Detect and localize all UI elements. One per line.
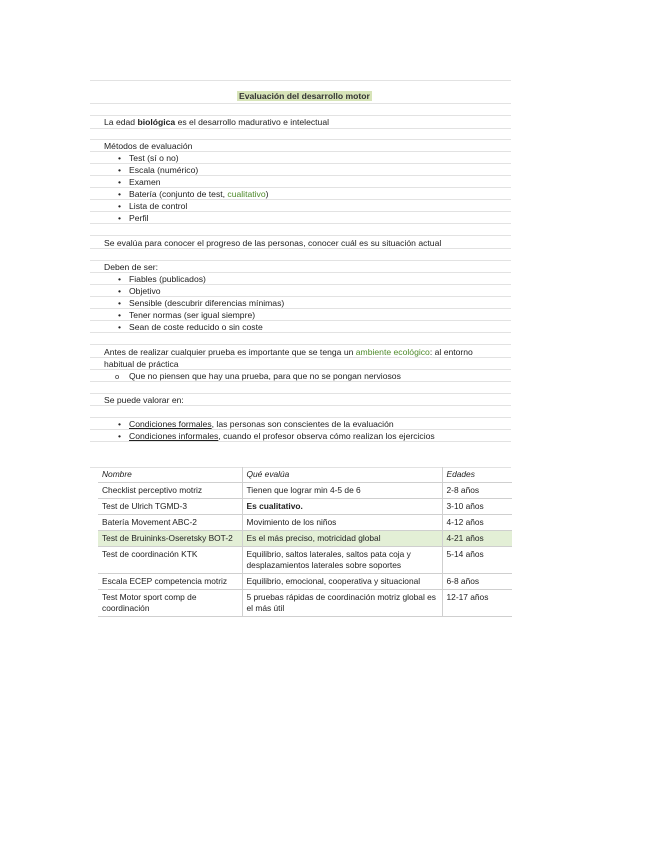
methods-item-green: cualitativo bbox=[227, 189, 266, 199]
must-be-item: Fiables (publicados) bbox=[129, 274, 206, 284]
before-sub: Que no piensen que hay una prueba, para que no se pongan nerviosos bbox=[129, 371, 401, 381]
rule-line bbox=[90, 235, 511, 236]
rule-line bbox=[90, 128, 511, 129]
page-title bbox=[237, 91, 372, 102]
methods-item bbox=[129, 189, 269, 200]
table-row bbox=[98, 590, 512, 617]
cell-name: Batería Movement ABC-2 bbox=[98, 515, 242, 531]
conditions-item-term: Condiciones formales bbox=[129, 419, 212, 429]
methods-item-post: ) bbox=[265, 189, 269, 199]
cell-name: Test de coordinación KTK bbox=[98, 547, 242, 574]
cell-ages: 5-14 años bbox=[442, 547, 512, 574]
cell-ages: 12-17 años bbox=[442, 590, 512, 617]
before-pre: Antes de realizar cualquier prueba es importante que se tenga un bbox=[104, 347, 356, 357]
before-line bbox=[104, 347, 473, 358]
intro-post: es el desarrollo madurativo e intelectual bbox=[175, 117, 330, 127]
bullet-icon: • bbox=[118, 431, 122, 441]
cell-name: Test Motor sport comp de coordinación bbox=[98, 590, 242, 617]
bullet-icon: • bbox=[118, 286, 122, 296]
must-be-item: Sensible (descubrir diferencias mínimas) bbox=[129, 298, 285, 308]
bullet-icon: • bbox=[118, 189, 122, 199]
methods-item: Escala (numérico) bbox=[129, 165, 199, 175]
cell-name: Test de Bruininks-Oseretsky BOT-2 bbox=[98, 531, 242, 547]
bullet-icon: • bbox=[118, 274, 122, 284]
cell-ages: 3-10 años bbox=[442, 499, 512, 515]
methods-heading: Métodos de evaluación bbox=[104, 141, 193, 151]
cell-what: Tienen que lograr min 4-5 de 6 bbox=[242, 483, 442, 499]
cell-what: 5 pruebas rápidas de coordinación motriz global es el más útil bbox=[242, 590, 442, 617]
conditions-item bbox=[129, 419, 394, 430]
conditions-item-desc: , las personas son conscientes de la evaluación bbox=[211, 419, 394, 429]
table-row bbox=[98, 547, 512, 574]
must-be-item: Objetivo bbox=[129, 286, 161, 296]
header-name: Nombre bbox=[98, 467, 242, 483]
header-what: Qué evalúa bbox=[242, 467, 442, 483]
methods-item: Perfil bbox=[129, 213, 149, 223]
table-row bbox=[98, 483, 512, 499]
purpose-line: Se evalúa para conocer el progreso de las personas, conocer cuál es su situación actual bbox=[104, 238, 442, 248]
bullet-icon: • bbox=[118, 310, 122, 320]
header-ages: Edades bbox=[442, 467, 512, 483]
methods-item: Test (sí o no) bbox=[129, 153, 179, 163]
methods-item: Examen bbox=[129, 177, 161, 187]
table-header-row bbox=[98, 467, 512, 483]
table-row bbox=[98, 499, 512, 515]
cell-what: Es el más preciso, motricidad global bbox=[242, 531, 442, 547]
before-green: ambiente ecológico bbox=[355, 347, 430, 357]
cell-name: Escala ECEP competencia motriz bbox=[98, 574, 242, 590]
rule-line bbox=[90, 103, 511, 104]
cell-what: Movimiento de los niños bbox=[242, 515, 442, 531]
intro-bold: biológica bbox=[137, 117, 176, 127]
cell-ages: 4-12 años bbox=[442, 515, 512, 531]
intro-pre: La edad bbox=[104, 117, 138, 127]
rule-line bbox=[90, 344, 511, 345]
bullet-icon: • bbox=[118, 201, 122, 211]
methods-item: Lista de control bbox=[129, 201, 188, 211]
cell-ages: 6-8 años bbox=[442, 574, 512, 590]
cell-ages: 4-21 años bbox=[442, 531, 512, 547]
before-post: : al entorno bbox=[429, 347, 473, 357]
bullet-icon: • bbox=[118, 177, 122, 187]
conditions-heading: Se puede valorar en: bbox=[104, 395, 184, 405]
must-be-item: Tener normas (ser igual siempre) bbox=[129, 310, 256, 320]
sub-bullet-icon: o bbox=[115, 372, 120, 381]
title-highlight: Evaluación del desarrollo motor bbox=[239, 91, 370, 101]
cell-name: Test de Ulrich TGMD-3 bbox=[98, 499, 242, 515]
evaluation-table bbox=[98, 467, 512, 617]
cell-what: Equilibrio, saltos laterales, saltos pata coja y desplazamientos laterales sobre soportes bbox=[242, 547, 442, 574]
bullet-icon: • bbox=[118, 213, 122, 223]
cell-what: Es cualitativo. bbox=[242, 499, 442, 515]
table-row bbox=[98, 515, 512, 531]
rule-line bbox=[90, 260, 511, 261]
bullet-icon: • bbox=[118, 322, 122, 332]
cell-what: Equilibrio, emocional, cooperativa y situacional bbox=[242, 574, 442, 590]
table-row bbox=[98, 574, 512, 590]
intro-line bbox=[104, 117, 329, 128]
conditions-item-term: Condiciones informales bbox=[129, 431, 219, 441]
rule-line bbox=[90, 115, 511, 116]
bullet-icon: • bbox=[118, 298, 122, 308]
cell-name: Checklist perceptivo motriz bbox=[98, 483, 242, 499]
methods-item-pre: Batería (conjunto de test, bbox=[129, 189, 228, 199]
rule-line bbox=[90, 139, 511, 140]
rule-line bbox=[90, 393, 511, 394]
bullet-icon: • bbox=[118, 153, 122, 163]
cell-ages: 2-8 años bbox=[442, 483, 512, 499]
bullet-icon: • bbox=[118, 419, 122, 429]
rule-line bbox=[90, 223, 511, 224]
must-be-item: Sean de coste reducido o sin coste bbox=[129, 322, 263, 332]
rule-line bbox=[90, 417, 511, 418]
rule-line bbox=[90, 80, 511, 81]
must-be-heading: Deben de ser: bbox=[104, 262, 158, 272]
conditions-item bbox=[129, 431, 435, 442]
conditions-item-desc: , cuando el profesor observa cómo realizan los ejercicios bbox=[218, 431, 435, 441]
table-row-highlighted bbox=[98, 531, 512, 547]
before-line-2: habitual de práctica bbox=[104, 359, 179, 369]
bullet-icon: • bbox=[118, 165, 122, 175]
